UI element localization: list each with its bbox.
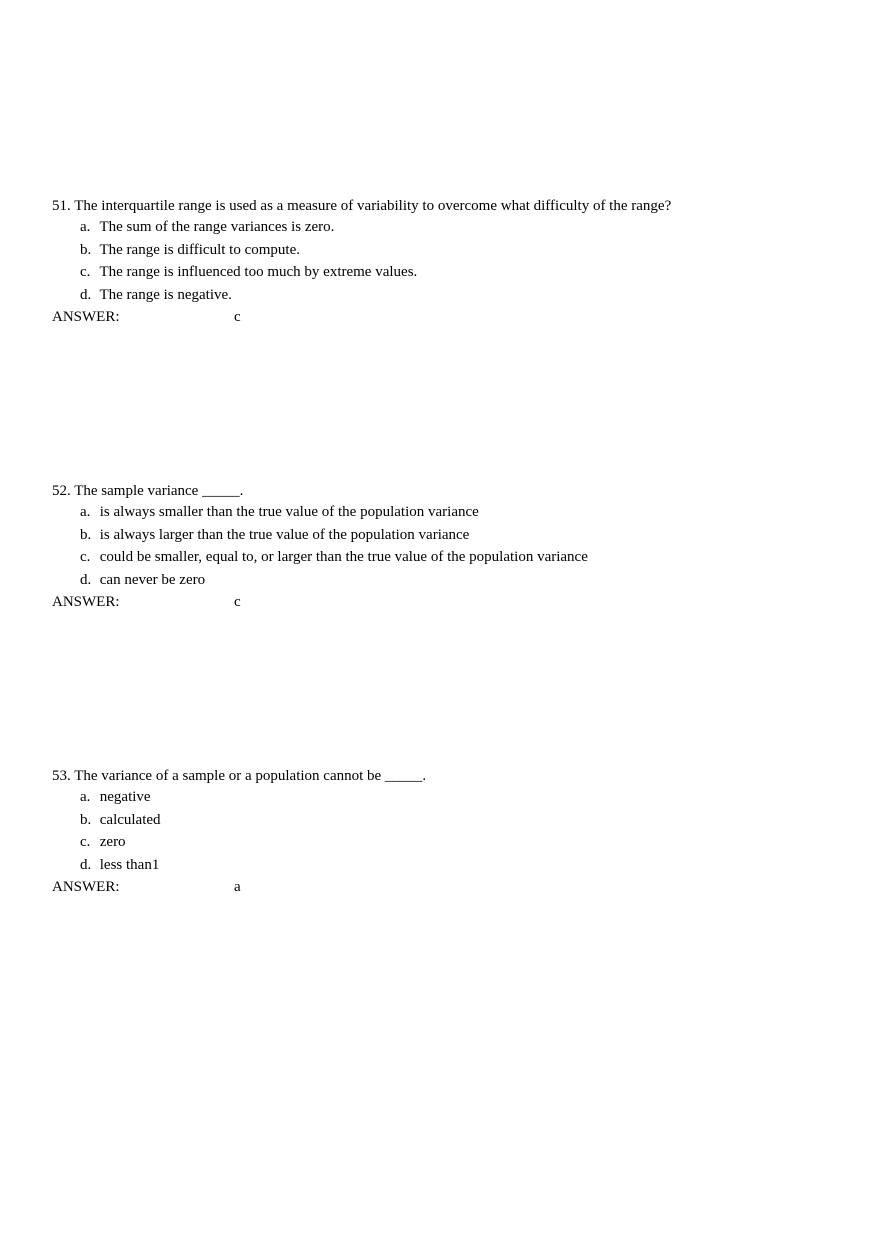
option-text: zero: [99, 834, 126, 850]
answer-value: c: [234, 594, 241, 610]
option-d: [80, 284, 832, 307]
option-a: [80, 786, 832, 809]
option-text: The range is influenced too much by extreme values.: [99, 264, 418, 280]
option-list: [52, 786, 832, 876]
option-text: The sum of the range variances is zero.: [99, 219, 335, 235]
option-letter: b.: [80, 526, 92, 543]
option-letter: b.: [80, 811, 92, 828]
option-d: [80, 854, 832, 877]
answer-label: ANSWER:: [52, 594, 120, 610]
answer-row: [52, 306, 832, 329]
option-text: The range is negative.: [99, 286, 232, 303]
option-text: less than1: [99, 856, 160, 873]
option-list: [52, 501, 832, 591]
option-a: [80, 501, 832, 524]
option-letter: a.: [80, 789, 91, 805]
question-stem: 52. The sample variance _____.: [52, 483, 244, 499]
answer-label: ANSWER:: [52, 309, 120, 325]
option-letter: d.: [80, 571, 92, 588]
option-a: [80, 216, 832, 239]
option-c: [80, 261, 832, 284]
question-53: [52, 766, 832, 899]
question-52: [52, 481, 832, 614]
answer-value: c: [234, 309, 241, 325]
option-c: [80, 831, 832, 854]
option-text: calculated: [99, 811, 161, 828]
answer-value: a: [234, 879, 241, 895]
answer-row: [52, 876, 832, 899]
option-text: is always larger than the true value of the population variance: [99, 526, 470, 543]
option-letter: c.: [80, 834, 91, 850]
option-text: is always smaller than the true value of the population variance: [99, 504, 479, 520]
option-letter: c.: [80, 549, 91, 565]
answer-row: [52, 591, 832, 614]
option-b: [80, 809, 832, 832]
option-d: [80, 569, 832, 592]
question-stem: 51. The interquartile range is used as a measure of variability to overcome what difficulty of the range?: [52, 198, 672, 214]
option-list: [52, 216, 832, 306]
option-b: [80, 239, 832, 262]
question-51: [52, 196, 832, 329]
option-letter: d.: [80, 856, 92, 873]
question-stem: 53. The variance of a sample or a population cannot be _____.: [52, 768, 427, 784]
option-c: [80, 546, 832, 569]
option-letter: d.: [80, 286, 92, 303]
option-b: [80, 524, 832, 547]
option-letter: c.: [80, 264, 91, 280]
option-letter: a.: [80, 219, 91, 235]
option-letter: b.: [80, 241, 92, 258]
option-text: The range is difficult to compute.: [99, 241, 300, 258]
answer-label: ANSWER:: [52, 879, 120, 895]
option-text: can never be zero: [99, 571, 206, 588]
option-letter: a.: [80, 504, 91, 520]
option-text: negative: [99, 789, 151, 805]
option-text: could be smaller, equal to, or larger than the true value of the population variance: [99, 549, 588, 565]
